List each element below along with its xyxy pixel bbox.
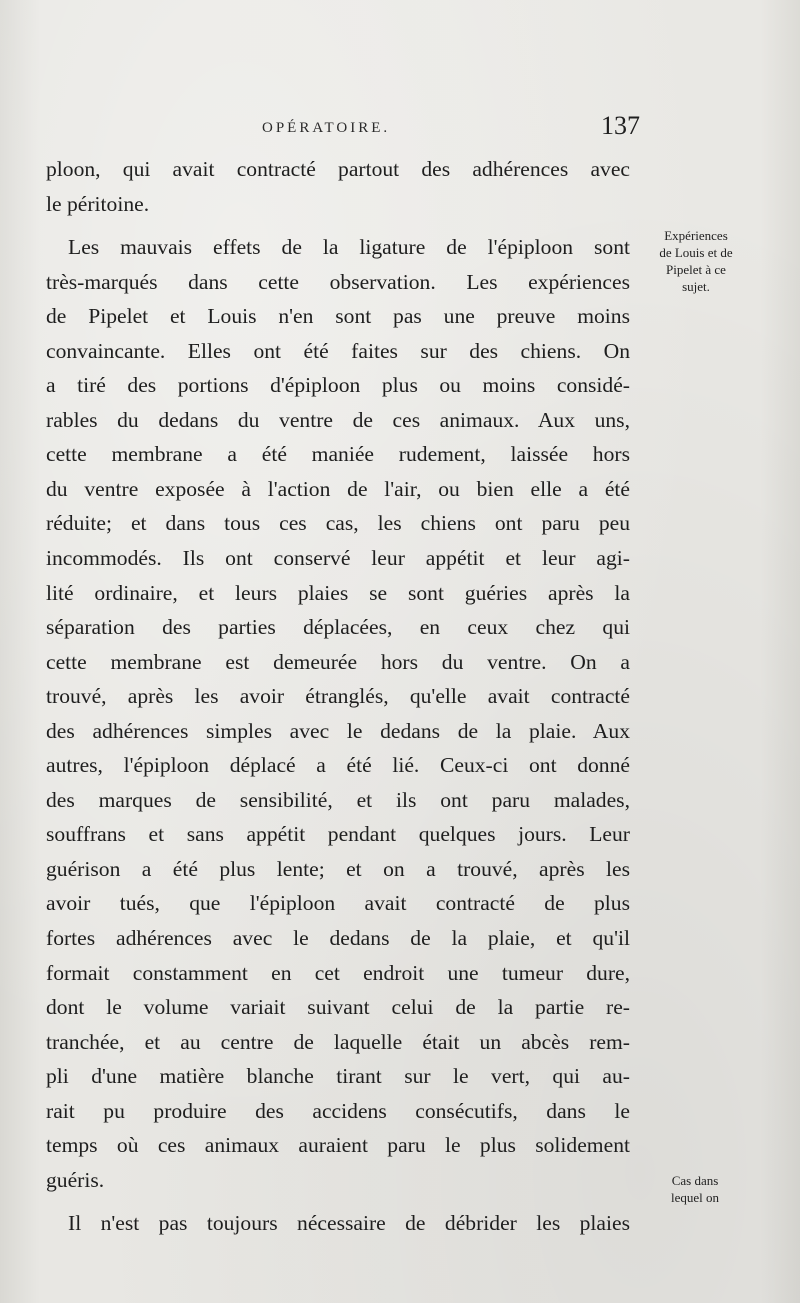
margin-note-experiences [646, 227, 746, 295]
page-header [40, 111, 640, 145]
text-line: séparation des parties déplacées, en ceux chez qui [46, 615, 630, 640]
text-line: de Pipelet et Louis n'en sont pas une preuve moins [46, 304, 630, 329]
body-text [46, 152, 630, 1241]
margin-note-line: Cas dans [671, 1173, 719, 1188]
text-line: rables du dedans du ventre de ces animaux. Aux uns, [46, 407, 630, 432]
text-line: guérison a été plus lente; et on a trouvé, après les [46, 856, 630, 881]
text-line: réduite; et dans tous ces cas, les chiens ont paru peu [46, 511, 630, 536]
text-line: incommodés. Ils ont conservé leur appétit et leur agi- [46, 546, 630, 571]
paragraph-1 [46, 152, 630, 221]
page-number: 137 [601, 111, 640, 140]
running-head: OPÉRATOIRE. [262, 120, 391, 136]
text-line: dont le volume variait suivant celui de la partie re- [46, 995, 630, 1020]
text-line: Les mauvais effets de la ligature de l'épiploon sont [68, 235, 630, 260]
text-line: tranchée, et au centre de laquelle était un abcès rem- [46, 1029, 630, 1054]
margin-note-cases [650, 1172, 740, 1206]
text-line: des adhérences simples avec le dedans de la plaie. Aux [46, 718, 630, 743]
margin-note-line: lequel on [670, 1190, 719, 1205]
text-line: convaincante. Elles ont été faites sur des chiens. On [46, 338, 630, 363]
text-line: souffrans et sans appétit pendant quelques jours. Leur [46, 822, 630, 847]
text-line: guéris. [46, 1167, 105, 1192]
text-line: a tiré des portions d'épiploon plus ou moins considé- [46, 373, 630, 398]
text-line: très-marqués dans cette observation. Les expériences [46, 269, 630, 294]
text-line: avoir tués, que l'épiploon avait contracté de plus [46, 891, 630, 916]
margin-note-line: de Louis et de [659, 245, 733, 260]
margin-note-line: sujet. [682, 279, 710, 294]
text-line: cette membrane est demeurée hors du ventre. On a [46, 649, 630, 674]
text-line: formait constamment en cet endroit une tumeur dure, [46, 960, 630, 985]
text-line: des marques de sensibilité, et ils ont paru malades, [46, 787, 630, 812]
paragraph-3 [46, 1206, 630, 1241]
paragraph-2 [46, 230, 630, 1197]
text-line: pli d'une matière blanche tirant sur le vert, qui au- [46, 1064, 630, 1089]
text-line: temps où ces animaux auraient paru le plus solidement [46, 1133, 630, 1158]
text-line: trouvé, après les avoir étranglés, qu'elle avait contracté [46, 684, 630, 709]
text-line: lité ordinaire, et leurs plaies se sont guéries après la [46, 580, 630, 605]
text-line: Il n'est pas toujours nécessaire de débrider les plaies [68, 1211, 630, 1236]
text-line: rait pu produire des accidens consécutifs, dans le [46, 1098, 630, 1123]
text-line: autres, l'épiploon déplacé a été lié. Ceux-ci ont donné [46, 753, 630, 778]
margin-note-line: Pipelet à ce [666, 262, 726, 277]
text-line: le péritoine. [46, 191, 150, 216]
text-line: du ventre exposée à l'action de l'air, ou bien elle a été [46, 476, 630, 501]
text-line: fortes adhérences avec le dedans de la plaie, et qu'il [46, 926, 630, 951]
margin-note-line: Expériences [664, 228, 728, 243]
text-line: ploon, qui avait contracté partout des adhérences avec [46, 157, 630, 181]
text-line: cette membrane a été maniée rudement, laissée hors [46, 442, 630, 467]
